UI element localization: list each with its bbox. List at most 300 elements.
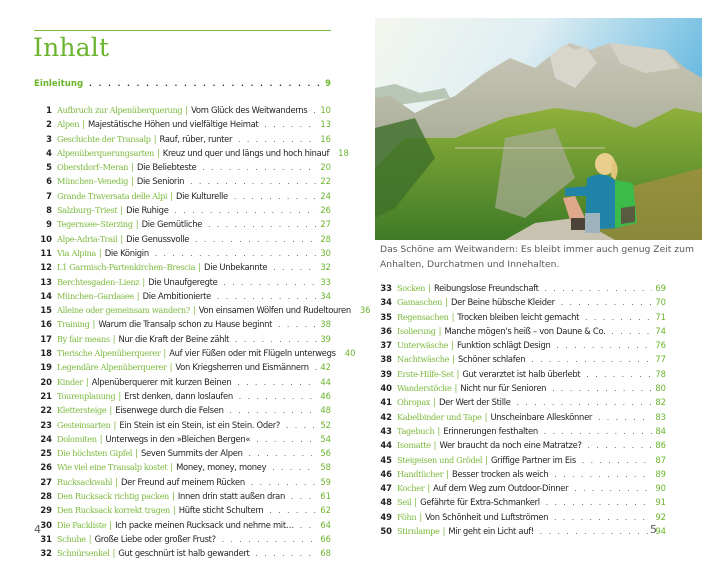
page-number: 20 [320,162,331,173]
chapter-title: Den Rucksack richtig packen [57,491,169,502]
chapter-title: Seil [397,497,412,508]
dot-leader [574,482,652,496]
toc-entry[interactable] [374,481,666,495]
chapter-number: 44 [380,440,392,451]
chapter-title: München–Venedig [57,176,128,187]
chapter-number: 16 [40,319,52,330]
title-rule [34,30,331,31]
dot-leader [540,525,652,539]
chapter-title: Erste-Hilfe-Set [397,368,454,379]
dot-leader [586,368,652,382]
toc-entry[interactable] [374,352,666,366]
dot-leader [554,468,652,482]
toc-entry[interactable] [34,203,331,217]
chapter-subtitle: Die Gemütliche [141,219,203,230]
chapter-title: Regensachen [397,311,449,322]
chapter-subtitle: Innen drin statt außen dran [177,491,286,502]
separator-bar: | [442,526,446,537]
chapter-number: 40 [380,383,392,394]
chapter-subtitle: Vom Glück des Weitwanderns [191,105,308,115]
toc-entry[interactable] [34,403,331,417]
separator-bar: | [88,533,92,544]
chapter-title: Die Packliste [57,519,107,530]
separator-bar: | [171,491,175,502]
toc-entry[interactable] [374,410,666,424]
page-number: 87 [655,454,666,465]
chapter-title: Aufbruch zur Alpenüberquerung [57,105,183,115]
chapter-number: 2 [46,119,52,130]
chapter-number: 12 [40,262,52,273]
page-folio: 5 [650,523,657,536]
toc-entry[interactable] [34,160,331,174]
chapter-subtitle: Funktion schlägt Design [457,340,551,351]
chapter-subtitle: Unterwegs in den »Bleichen Bergen« [105,433,251,444]
chapter-subtitle: Die Kulturelle [176,190,228,201]
chapter-number: 45 [380,454,392,465]
toc-entry[interactable] [34,132,331,146]
separator-bar: | [153,133,157,144]
dot-leader [273,261,317,275]
chapter-subtitle: Seven Summits der Alpen [140,448,243,459]
chapter-title: Stirnlampe [397,526,440,537]
separator-bar: | [433,397,436,408]
separator-bar: | [109,405,113,416]
dot-leader [208,218,317,232]
toc-entry[interactable] [374,453,666,467]
chapter-subtitle: Trocken bleiben leicht gemacht [457,311,580,322]
chapter-number: 7 [46,190,52,201]
separator-bar: | [112,548,116,559]
page-number: 56 [320,448,331,459]
chapter-title: Training [57,319,90,330]
chapter-title: Geschichte der Transalp [57,133,151,144]
chapter-subtitle: Große Liebe oder großer Frust? [94,533,216,544]
page-number: 58 [320,462,331,473]
chapter-number: 22 [40,405,52,416]
page-number: 32 [320,262,331,273]
page-number: 77 [655,354,666,365]
separator-bar: | [428,283,431,293]
chapter-title: Alleine oder gemeinsam wandern? [57,305,190,316]
chapter-number: 49 [380,511,392,522]
dot-leader [264,118,317,132]
page-number: 86 [655,440,666,451]
chapter-subtitle: Gut geschnürt ist halb gewandert [118,548,250,559]
page-number: 89 [655,468,666,479]
chapter-title: Legendäre Alpenüberquerer [57,362,167,373]
toc-entry[interactable] [34,275,331,289]
page-number: 40 [344,348,356,359]
toc-entry[interactable] [34,360,331,374]
chapter-subtitle: Die Unbekannte [204,262,268,273]
toc-entry-intro[interactable] [34,76,331,90]
chapter-subtitle: Von Schönheit und Luftströmen [425,511,549,522]
toc-intro [34,76,331,90]
chapter-number: 29 [40,505,52,516]
chapter-number: 9 [46,219,52,230]
page-number: 74 [655,325,666,336]
chapter-number: 38 [380,354,392,365]
chapter-number: 36 [380,325,392,336]
dot-leader [175,204,318,218]
toc-entry[interactable] [374,367,666,381]
separator-bar: | [427,483,431,494]
toc-entry[interactable] [34,289,331,303]
chapter-title: Tourenplanung [57,390,116,401]
page-number: 94 [655,526,666,537]
chapter-number: 5 [46,162,52,173]
separator-bar: | [419,511,423,522]
separator-bar: | [142,276,146,287]
chapter-subtitle: Eisenwege durch die Felsen [115,405,224,416]
chapter-number: 27 [40,476,52,487]
chapter-subtitle: Auf dem Weg zum Outdoor-Dinner [433,483,569,494]
chapter-subtitle: Alpenüberquerer mit kurzen Beinen [91,376,232,387]
chapter-subtitle: Besser trocken als weich [452,468,549,479]
chapter-subtitle: Der Freund auf meinem Rücken [121,476,245,487]
chapter-title: Schuhe [57,533,86,544]
toc-list-left [34,103,371,561]
toc-entry[interactable] [374,310,666,324]
chapter-title: Via Alpina [57,247,96,258]
chapter-title: Nachtwäsche [397,354,450,365]
chapter-title: Tierische Alpenüberquerer [57,348,161,359]
chapter-title: Tegernsee–Sterzing [57,219,133,230]
separator-bar: | [109,519,113,530]
toc-entry[interactable] [34,103,331,117]
chapter-title: Kabelbinder und Tape [397,411,482,422]
toc-entry[interactable] [374,324,666,338]
chapter-number: 28 [40,491,52,502]
page-number: 24 [320,190,331,201]
chapter-number: 4 [46,147,52,158]
separator-bar: | [185,105,189,115]
dot-leader [517,396,653,410]
chapter-title: Handtücher [397,468,444,479]
toc-entry[interactable] [34,375,331,389]
toc-entry[interactable] [34,446,331,460]
dot-leader [195,233,317,247]
chapter-title: Dolomiten [57,433,97,444]
chapter-subtitle: Die Königin [104,247,149,258]
separator-bar: | [192,305,196,316]
chapter-subtitle: Von einsamen Wölfen und Rudeltouren [198,305,351,316]
chapter-title: Schnürsenkel [57,548,110,559]
chapter-subtitle: Warum die Transalp schon zu Hause beginnt [98,319,273,330]
page-number: 9 [325,78,331,88]
toc-entry[interactable] [374,338,666,352]
chapter-subtitle: Mir geht ein Licht auf! [448,526,534,537]
chapter-number: 35 [380,311,392,322]
separator-bar: | [118,390,122,401]
dot-leader [291,490,317,504]
separator-bar: | [120,233,124,244]
dot-leader [269,504,317,518]
dot-leader [582,454,652,468]
page-number: 26 [320,205,331,216]
chapter-number: 43 [380,425,392,436]
page-number: 39 [320,333,331,344]
chapter-subtitle: Der Beine hübsche Kleider [450,297,555,308]
chapter-number: 10 [40,233,52,244]
right-page [360,0,720,555]
chapter-title: Berchtesgaden–Lienz [57,276,140,287]
page-number: 22 [320,176,331,187]
dot-leader [256,547,318,561]
separator-bar: | [130,176,134,187]
separator-bar: | [131,162,134,173]
toc-entry[interactable] [34,518,331,532]
separator-bar: | [451,340,454,351]
toc-entry[interactable] [34,232,331,246]
chapter-title: Isomatte [397,440,431,451]
toc-entry[interactable] [34,174,331,188]
chapter-number: 32 [40,548,52,559]
chapter-number: 31 [40,533,52,544]
dot-leader [223,276,317,290]
chapter-title: Steigeisen und Grödel [397,454,483,465]
chapter-number: 23 [40,419,52,430]
page-number: 44 [320,376,331,387]
toc-entry[interactable] [374,467,666,481]
page-folio: 4 [34,523,41,536]
page-number: 30 [320,247,331,258]
chapter-subtitle: Reibungslose Freundschaft [433,283,539,293]
chapter-subtitle: Die Beliebteste [136,162,197,173]
chapter-number: 42 [380,411,392,422]
chapter-subtitle: Erst denken, dann loslaufen [124,390,233,401]
page-number: 78 [655,368,666,379]
dot-leader [217,290,317,304]
chapter-subtitle: Der Wert der Stille [438,397,511,408]
chapter-subtitle: Rauf, rüber, runter [159,133,233,144]
toc-entry[interactable] [374,438,666,452]
toc-entry[interactable] [34,217,331,231]
dot-leader [249,447,318,461]
separator-bar: | [445,297,448,308]
toc-entry[interactable] [34,546,331,560]
page-number: 52 [320,419,331,430]
chapter-title: Kocher [397,483,425,494]
separator-bar: | [437,425,441,436]
chapter-number: 47 [380,483,392,494]
chapter-subtitle: Manche mögen's heiß – von Daune & Co. [444,325,606,336]
separator-bar: | [92,319,96,330]
chapter-number: 30 [40,519,52,530]
toc-entry[interactable] [34,246,331,260]
chapter-number: 20 [40,376,52,387]
chapter-number: 15 [40,305,52,316]
dot-leader [545,282,653,296]
dot-leader [585,311,652,325]
toc-entry[interactable] [34,117,331,131]
dot-leader [155,247,318,261]
toc-entry[interactable] [374,395,666,409]
chapter-title: Gesteinsarten [57,419,111,430]
chapter-number: 24 [40,433,52,444]
separator-bar: | [456,368,460,379]
chapter-title: Socken [397,283,426,293]
toc-entry[interactable] [34,489,331,503]
page-number: 46 [320,390,331,401]
chapter-subtitle: Die Seniorin [136,176,185,187]
page-number: 82 [655,397,666,408]
chapter-subtitle: Gefährte für Extra-Schmankerl [420,497,540,508]
toc-entry[interactable] [374,524,666,538]
page-number: 33 [320,276,331,287]
toc-entry[interactable] [374,295,666,309]
chapter-subtitle: Hüfte sticht Schultern [178,505,264,516]
toc-entry[interactable] [34,189,331,203]
chapter-title: Oberstdorf–Meran [57,162,129,173]
chapter-title: Ohropax [397,397,431,408]
page-number: 80 [655,383,666,394]
chapter-title: Die höchsten Gipfel [57,448,133,459]
separator-bar: | [452,354,455,365]
separator-bar: | [454,383,458,394]
toc-list-right [374,281,666,538]
dot-leader [251,476,317,490]
toc-entry[interactable] [34,532,331,546]
separator-bar: | [99,433,103,444]
toc-entry[interactable] [34,389,331,403]
chapter-number: 1 [46,105,52,115]
separator-bar: | [113,419,117,430]
separator-bar: | [169,362,173,373]
dot-leader [202,161,317,175]
separator-bar: | [135,219,139,230]
dot-leader [222,533,318,547]
chapter-subtitle: Money, money, money [176,462,267,473]
dot-leader [256,433,317,447]
toc-entry[interactable] [34,317,331,331]
page-number: 38 [320,319,331,330]
page-title: Inhalt [33,33,110,62]
page-number: 27 [320,219,331,230]
separator-bar: | [170,462,174,473]
toc-entry[interactable] [34,418,331,432]
chapter-title: Alpen [57,119,80,130]
toc-entry[interactable] [34,332,331,346]
page-number: 90 [655,483,666,494]
toc-entry[interactable] [34,146,349,160]
dot-leader [300,519,317,533]
chapter-title: Klettersteige [57,405,107,416]
toc-entry[interactable] [34,503,331,517]
chapter-subtitle: Die Genussvolle [126,233,190,244]
chapter-number: 37 [380,340,392,351]
page-number: 69 [655,283,666,293]
page-number: 62 [320,505,331,516]
chapter-title: Grande Traversata delle Alpi [57,190,168,201]
toc-entry[interactable] [34,260,331,274]
dot-leader [278,318,317,332]
page-number: 61 [320,491,331,502]
separator-bar: | [115,476,119,487]
chapter-number: 13 [40,276,52,287]
chapter-subtitle: Nicht nur für Senioren [460,383,547,394]
chapter-title: Wie viel eine Transalp kostet [57,462,168,473]
dot-leader [234,190,317,204]
chapter-number: 48 [380,497,392,508]
toc-entry[interactable] [374,495,666,509]
page-number: 83 [655,411,666,422]
dot-leader [552,382,652,396]
chapter-title: München–Gardasee [57,290,134,301]
toc-entry[interactable] [34,475,331,489]
dot-leader [611,325,652,339]
dot-leader [313,104,317,118]
toc-entry[interactable] [34,303,371,317]
chapter-number: 26 [40,462,52,473]
separator-bar: | [82,119,85,130]
dot-leader [546,496,653,510]
page-number: 13 [320,119,331,130]
toc-entry[interactable] [34,432,331,446]
chapter-subtitle: Ein Stein ist ein Stein, ist ein Stein. Oder? [119,419,280,430]
chapter-title: Unterwäsche [397,340,449,351]
page-number: 54 [320,433,331,444]
page-number: 28 [320,233,331,244]
dot-leader [561,296,653,310]
toc-entry[interactable] [374,281,666,295]
page-number: 84 [655,425,666,436]
page-number: 92 [655,511,666,522]
chapter-number: 18 [40,348,52,359]
chapter-title: Gamaschen [397,297,443,308]
toc-entry[interactable] [374,381,666,395]
chapter-title: By fair means [57,333,110,344]
page-number: 59 [320,476,331,487]
chapter-title: L1 Garmisch-Partenkirchen–Brescia [57,262,196,273]
chapter-subtitle: Griffige Partner im Eis [490,454,576,465]
chapter-subtitle: Die Ruhige [126,205,169,216]
dot-leader [238,133,317,147]
chapter-title: Föhn [397,511,417,522]
chapter-number: 46 [380,468,392,479]
chapter-number: 19 [40,362,52,373]
dot-leader [315,361,318,375]
chapter-title: Alpe-Adria-Trail [57,233,118,244]
chapter-number: 21 [40,390,52,401]
chapter-subtitle: Schöner schlafen [457,354,526,365]
page-number: 66 [320,533,331,544]
chapter-number: 34 [380,297,392,308]
dot-leader [531,353,652,367]
page-number: 91 [655,497,666,508]
separator-bar: | [414,497,418,508]
toc-entry[interactable] [374,510,666,524]
chapter-subtitle: Majestätische Höhen und vielfältige Heimat [87,119,259,130]
separator-bar: | [156,147,160,158]
chapter-title: Tagebuch [397,425,435,436]
separator-bar: | [485,454,488,465]
chapter-number: 25 [40,448,52,459]
chapter-number: 6 [46,176,52,187]
chapter-number: 8 [46,205,52,216]
chapter-subtitle: Unscheinbare Alleskönner [490,411,593,422]
toc-entry[interactable] [374,424,666,438]
dot-leader [286,419,317,433]
toc-entry[interactable] [34,460,331,474]
separator-bar: | [438,325,442,336]
toc-entry[interactable] [34,346,356,360]
chapter-number: 41 [380,397,392,408]
dot-leader [239,390,317,404]
chapter-subtitle: Die Ambitionierte [142,290,212,301]
chapter-number: 33 [380,283,392,293]
chapter-number: 14 [40,290,52,301]
